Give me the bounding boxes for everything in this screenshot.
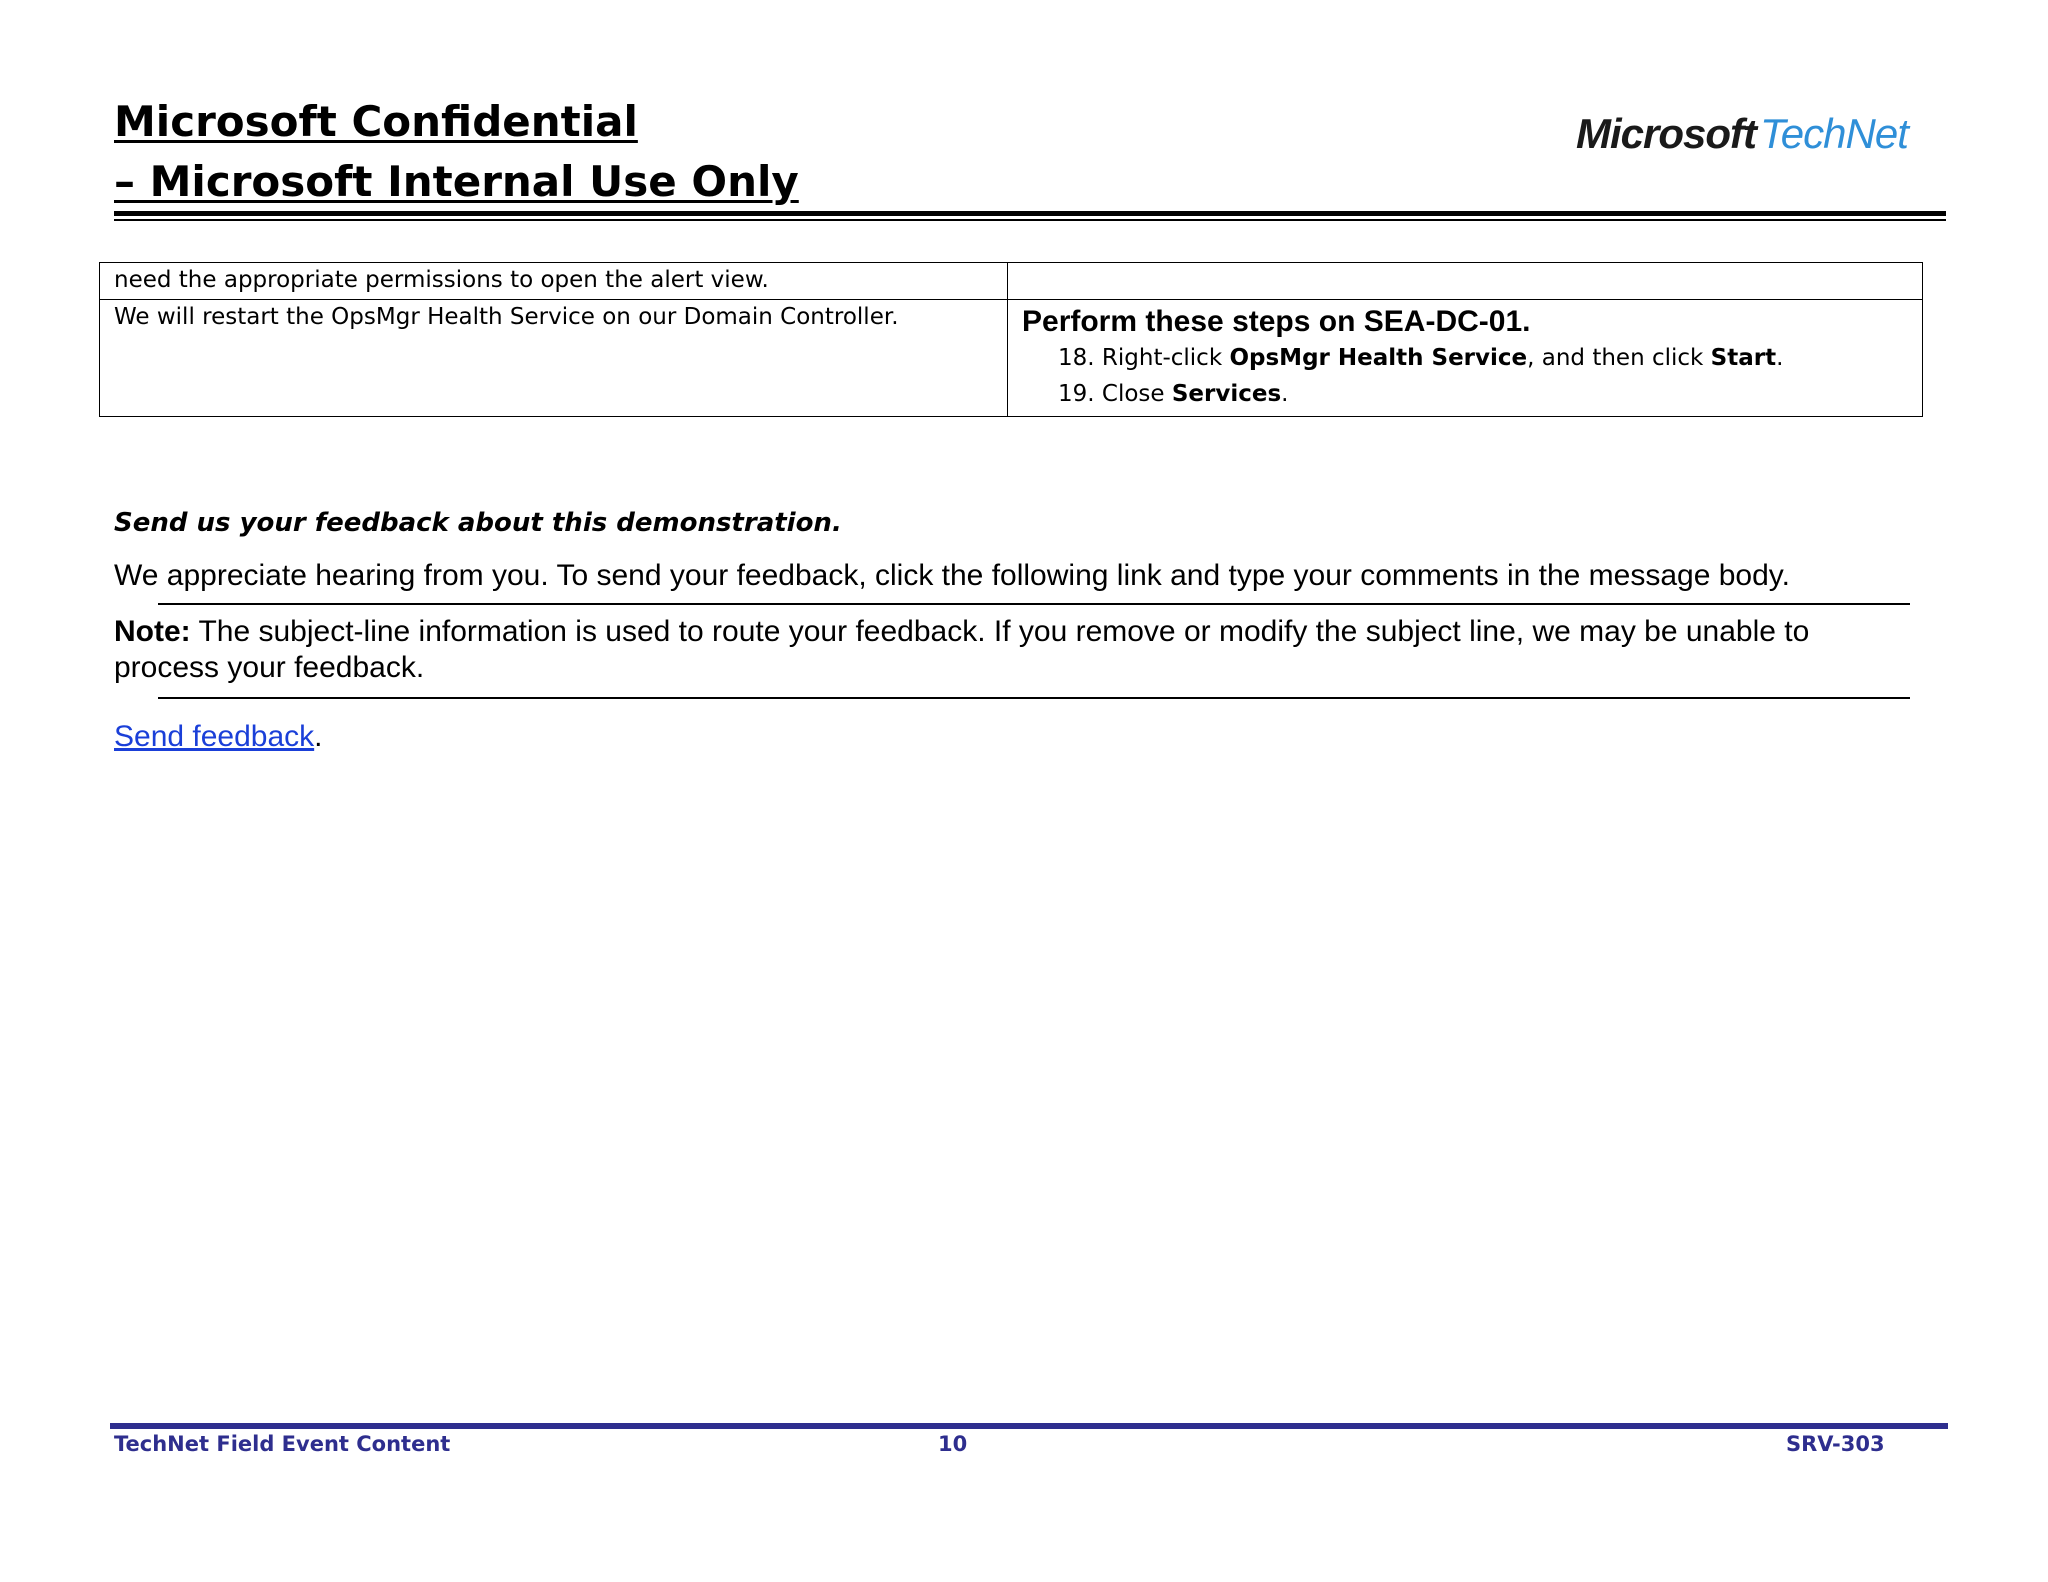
steps-heading: Perform these steps on SEA-DC-01. xyxy=(1022,305,1531,338)
table-cell-steps xyxy=(1008,300,1923,417)
footer-doc-code: SRV-303 xyxy=(1786,1432,1885,1456)
send-feedback-suffix: . xyxy=(314,720,323,753)
header-title-line2: – Microsoft Internal Use Only xyxy=(114,157,799,206)
step-number: 18. xyxy=(1058,345,1095,371)
step-bold-term: OpsMgr Health Service xyxy=(1229,345,1528,371)
step-item xyxy=(1022,376,1908,412)
logo-microsoft-text: Microsoft xyxy=(1576,110,1756,157)
note-text: The subject-line information is used to route your feedback. If you remove or modify the subject line, we may be unable to process your feedback. xyxy=(114,615,1810,684)
send-feedback-line xyxy=(114,720,323,754)
feedback-intro: We appreciate hearing from you. To send your feedback, click the following link and type your comments in the message body. xyxy=(114,559,1790,592)
step-text: . xyxy=(1281,381,1289,407)
feedback-heading: Send us your feedback about this demonstration. xyxy=(114,508,842,538)
step-text: Close xyxy=(1101,381,1172,407)
header-rule-thick xyxy=(114,211,1946,216)
footer-rule xyxy=(110,1423,1948,1429)
note-label: Note: xyxy=(114,615,191,648)
microsoft-technet-logo xyxy=(1576,110,1908,158)
step-text: , and then click xyxy=(1527,345,1711,371)
table-row xyxy=(100,300,1923,417)
demo-steps-table xyxy=(99,262,1923,417)
step-text: . xyxy=(1776,345,1784,371)
table-cell-narrative: need the appropriate permissions to open the alert view. xyxy=(100,263,1008,300)
table-cell-steps xyxy=(1008,263,1923,300)
confidentiality-header xyxy=(114,92,799,212)
footer-page-number: 10 xyxy=(938,1432,968,1456)
note-divider-bottom xyxy=(158,697,1910,699)
header-rule-thin xyxy=(114,219,1946,221)
note-divider-top xyxy=(158,603,1910,605)
header-title-line1: Microsoft Confidential xyxy=(114,97,638,146)
send-feedback-link[interactable]: Send feedback xyxy=(114,720,315,753)
step-item xyxy=(1022,340,1908,376)
footer-left-text: TechNet Field Event Content xyxy=(114,1432,451,1456)
step-number: 19. xyxy=(1058,381,1095,407)
step-bold-term: Services xyxy=(1171,381,1282,407)
table-row xyxy=(100,263,1923,300)
feedback-note xyxy=(114,614,1914,686)
table-cell-narrative: We will restart the OpsMgr Health Service on our Domain Controller. xyxy=(100,300,1008,417)
step-text: Right-click xyxy=(1101,345,1230,371)
step-bold-term: Start xyxy=(1710,345,1777,371)
logo-technet-text: TechNet xyxy=(1760,110,1908,157)
